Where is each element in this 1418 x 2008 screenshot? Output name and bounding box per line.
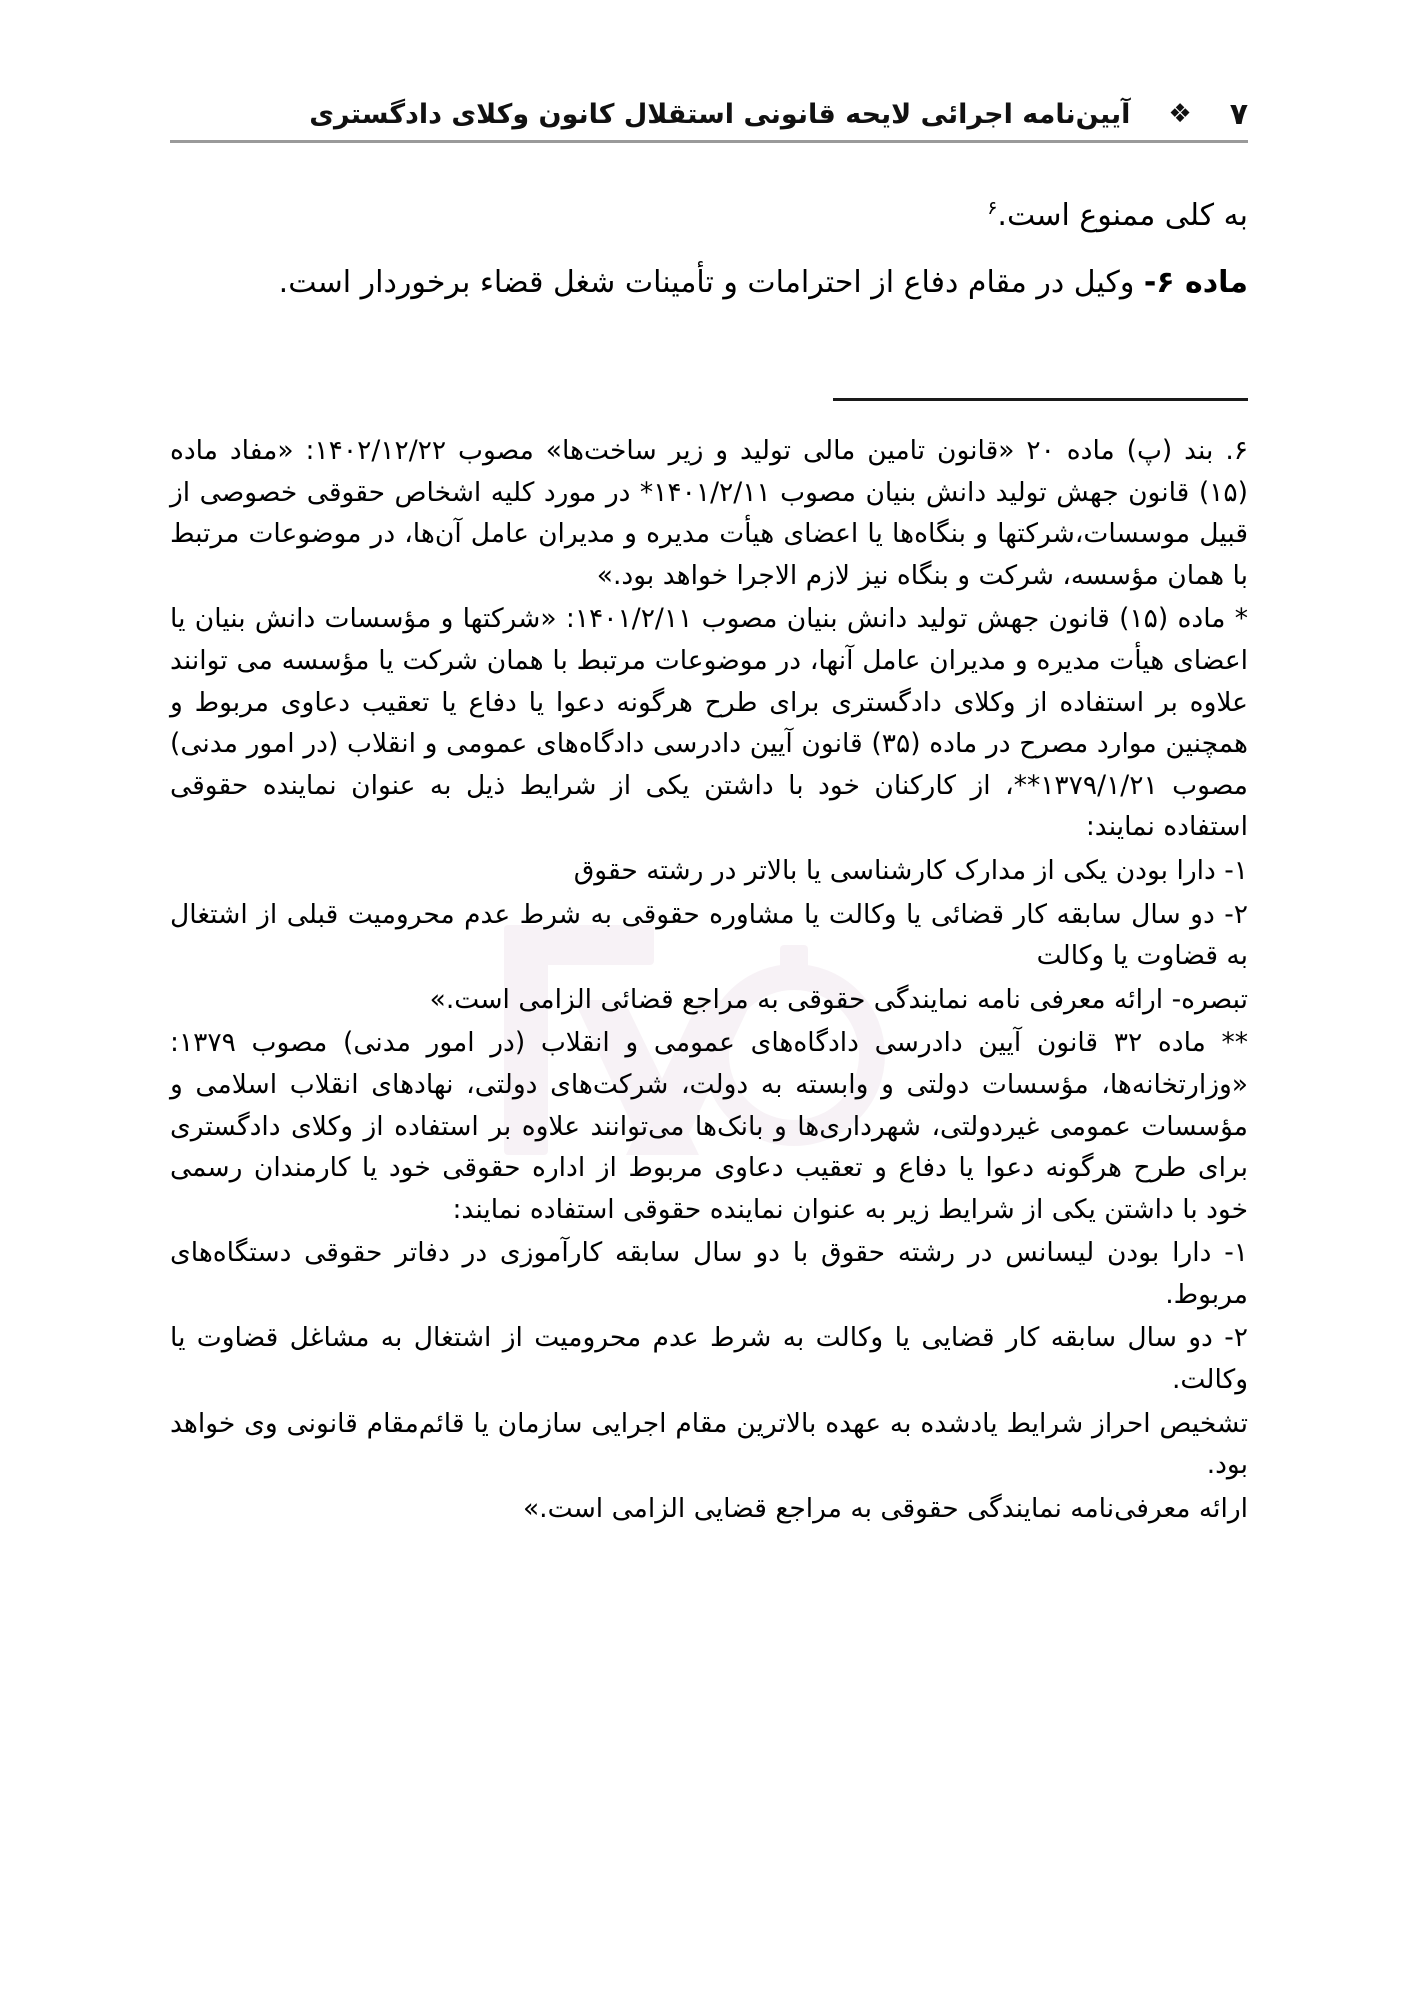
footnote-doublestar-closing: تشخیص احراز شرایط یادشده به عهده بالاترین مقام اجرایی سازمان یا قائم‌مقام قانونی وی خواهد بود. bbox=[170, 1407, 1248, 1481]
body-text-block bbox=[170, 192, 1248, 307]
footnote-star: * ماده (۱۵) قانون جهش تولید دانش بنیان مصوب ۱۴۰۱/۲/۱۱: «شرکتها و مؤسسات دانش بنیان یا اعضای هیأت مدیره و مدیران عامل آنها، در موضوعات مرتبط با همان شرکت یا مؤسسه می توانند علاوه بر استفاده از وکلای دادگستری برای طرح هرگونه دعوا یا دفاع یا تعقیب دعاوی مربوط و همچنین موارد مصرح در ماده (۳۵) قانون آیین دادرسی دادگاه‌های عمومی و انقلاب (در امور مدنی) مصوب ۱۳۷۹/۱/۲۱**، از کارکنان خود با داشتن یکی از شرایط ذیل به عنوان نماینده حقوقی استفاده نمایند: bbox=[170, 603, 1249, 843]
page-number: ۷ bbox=[1229, 97, 1248, 132]
article-6-label: ماده ۶- bbox=[1143, 264, 1248, 300]
footnote-star-item-2: ۲- دو سال سابقه کار قضائی یا وکالت یا مشاوره حقوقی به شرط عدم محرومیت قبلی از اشتغال به قضاوت یا وکالت bbox=[170, 898, 1248, 972]
continued-sentence bbox=[170, 192, 1248, 241]
diamond-ornament-icon: ❖ bbox=[1168, 99, 1192, 129]
footnote-star-note: تبصره- ارائه معرفی نامه نمایندگی حقوقی به مراجع قضائی الزامی است.» bbox=[429, 983, 1248, 1015]
footnote-doublestar-item-1: ۱- دارا بودن لیسانس در رشته حقوق با دو سال سابقه کارآموزی در دفاتر حقوقی دستگاه‌های مربوط. bbox=[170, 1237, 1248, 1310]
footnote-6: ۶. بند (پ) ماده ۲۰ «قانون تامین مالی تولید و زیر ساخت‌ها» مصوب ۱۴۰۲/۱۲/۲۲: «مفاد ماده (۱۵) قانون جهش تولید دانش بنیان مصوب ۱۴۰۱/۲/۱۱* در مورد کلیه اشخاص حقوقی خصوصی از قبیل موسسات،شرکتها و بنگاه‌ها یا اعضای هیأت مدیره و مدیران عامل آن‌ها، در موضوعات مرتبط با همان مؤسسه، شرکت و بنگاه نیز لازم الاجرا خواهد بود.» bbox=[170, 435, 1248, 591]
article-6-text: وکیل در مقام دفاع از احترامات و تأمینات شغل قضاء برخوردار است. bbox=[278, 264, 1144, 300]
footnote-block bbox=[170, 430, 1248, 1531]
header-title: آیین‌نامه اجرائی لایحه قانونی استقلال کانون وکلای دادگستری bbox=[309, 99, 1131, 131]
article-6-line bbox=[170, 259, 1248, 308]
continued-sentence-text: به کلی ممنوع است. bbox=[997, 198, 1248, 233]
footnote-divider bbox=[833, 398, 1248, 401]
footnote-star-item-1: ۱- دارا بودن یکی از مدارک کارشناسی یا بالاتر در رشته حقوق bbox=[573, 854, 1248, 886]
header-divider bbox=[170, 140, 1248, 143]
footnote-doublestar: ** ماده ۳۲ قانون آیین دادرسی دادگاه‌های عمومی و انقلاب (در امور مدنی) مصوب ۱۳۷۹: «وزارتخانه‌ها، مؤسسات دولتی و وابسته به دولت، شرکت‌های دولتی، نهادهای انقلاب اسلامی و مؤسسات عمومی غیردولتی، شهرداری‌ها و بانک‌ها می‌توانند علاوه بر استفاده از وکلای دادگستری برای طرح هرگونه دعوا یا دفاع و تعقیب دعاوی مربوط از اداره حقوقی خود یا کارمندان رسمی خود با داشتن یکی از شرایط زیر به عنوان نماینده حقوقی استفاده نمایند: bbox=[170, 1027, 1248, 1225]
footnote-reference-6: ۶ bbox=[987, 197, 998, 219]
footnote-doublestar-final: ارائه معرفی‌نامه نمایندگی حقوقی به مراجع قضایی الزامی است.» bbox=[522, 1492, 1248, 1524]
footnote-doublestar-item-2: ۲- دو سال سابقه کار قضایی یا وکالت به شرط عدم محرومیت از اشتغال به مشاغل قضاوت یا وکالت. bbox=[170, 1322, 1248, 1396]
running-header bbox=[170, 78, 1248, 130]
